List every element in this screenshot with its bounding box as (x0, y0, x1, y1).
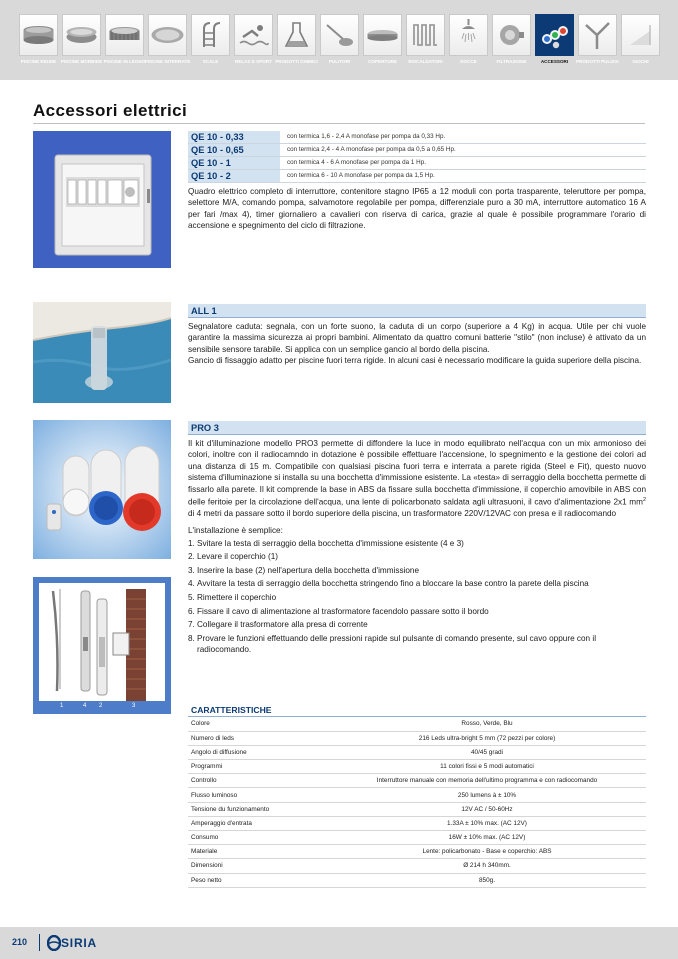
table-row (188, 845, 646, 859)
all1-description: Segnalatore caduta: segnala, con un forte suono, la caduta di un corpo (superiore a 4 Kg) in acqua. Utile per chi vuole garantire la massima sicurezza ai propri bambini. Alimentato da quattro comuni batterie "stilo" (non incluse) è attivato da un sensibile sensore tarabile. Si applica con un semplice gancio al bordo della piscina. (188, 322, 646, 354)
qe-section (188, 131, 646, 232)
tab-prodotti-chimici[interactable] (276, 14, 317, 74)
qe-row (188, 170, 646, 183)
tab-piscine-morbide[interactable] (61, 14, 102, 74)
all1-heading: ALL 1 (188, 304, 646, 318)
tab-label: ACCESSORI (540, 59, 569, 64)
swimmer-icon (235, 15, 272, 55)
heater-icon (407, 15, 444, 55)
qe-row (188, 157, 646, 170)
pro3-heading: PRO 3 (188, 421, 646, 435)
page-title: Accessori elettrici (33, 101, 188, 120)
spec-value: 850g. (338, 873, 646, 887)
spec-key: Peso netto (188, 873, 338, 887)
pro3-description: Il kit d'illuminazione modello PRO3 permette di diffondere la luce in modo equilibrato nell'acqua con un mix armonioso dei colori, inoltre con il radiocamndo in dotazione è possibile effettuare l'accensione, lo spegnimento e la gestione dei colori ad una distanza di 15 m. Compatibile con qualsiasi piscina fuori terra e interrata a parete rigida (Steel e Fit), questo nuovo sistema d'illuminazione si installa su una bocchetta d'immissione esistente. La «testa» di serraggio della bocchetta permette di fissarlo alla parete. Il kit comprende la base in ABS da fissare sulla bocchetta d'immissione, il coperchio amovibile in ABS con delle feritoie per la circolazione dell'acqua, una lente di policarbonato saldata agli ultrasuoni, il cavo d'alimentazione 2x1 $mm^2$ di 4 metri da passare sotto il bordo superiore della piscina, un trasformatore 220V/12VAC con presa e il radiocomando (188, 439, 646, 519)
table-row (188, 859, 646, 873)
spec-key: Colore (188, 717, 338, 731)
tab-label: RISCALDATORI (408, 59, 443, 64)
cleaning-icon (579, 15, 616, 55)
spec-value: Ø 214 h 340mm. (338, 859, 646, 873)
table-row (188, 788, 646, 802)
footer-divider (39, 934, 40, 951)
spec-value: 11 colori fissi e 5 modi automatici (338, 760, 646, 774)
tab-piscine-legno[interactable] (104, 14, 145, 74)
specs-heading: CARATTERISTICHE (188, 704, 646, 717)
list-item: 7. Collegare il trasformatore alla presa di corrente (188, 620, 368, 630)
table-row (188, 802, 646, 816)
spec-value: 16W ± 10% max. (AC 12V) (338, 831, 646, 845)
qe-desc: con termica 6 - 10 A monofase per pompa da 1,5 Hp. (287, 172, 435, 179)
inground-pool-icon (149, 15, 186, 55)
list-item: 4. Avvitare la testa di serraggio della bocchetta stringendo fino a bloccare la base contro la parete della piscina (188, 579, 589, 589)
spec-value: 1.33A ± 10% max. (AC 12V) (338, 816, 646, 830)
installation-diagram (33, 577, 171, 714)
spec-value: Rosso, Verde, Blu (338, 717, 646, 731)
list-item: 6. Fissare il cavo di alimentazione al trasformatore facendolo passare sotto il bordo (188, 606, 489, 616)
tab-label: DOCCE (460, 59, 477, 64)
spec-key: Tensione du funzionamento (188, 802, 338, 816)
pool-cleaner-icon (321, 15, 358, 55)
diagram-label-4: 4 (83, 703, 87, 709)
spec-value: Lente: policarbonato - Base e coperchio: ABS (338, 845, 646, 859)
qe-row (188, 144, 646, 157)
category-nav (0, 0, 678, 80)
table-row (188, 873, 646, 887)
qe-description: Quadro elettrico completo di interruttore, contenitore stagno IP65 a 12 moduli con porta trasparente, teleruttore per pompa, selettore M/A, comando pompa, salvamotore regolabile per pompa, differenziale puro a 30 mA, interruttore automatico 16 A per fari /max 4), timer giornaliero a cavalieri con riserva di carica, grazie al quale è possibile programmare l'orario di accensione e spegnimento del ciclo di filtrazione. (188, 187, 646, 231)
spec-key: Dimensioni (188, 859, 338, 873)
games-icon (622, 15, 659, 55)
specs-section (188, 704, 646, 888)
qe-code: QE 10 - 0,65 (188, 144, 280, 156)
tab-accessori[interactable] (534, 14, 575, 74)
table-row (188, 831, 646, 845)
tab-label: PISCINE IN LEGNO (103, 59, 146, 64)
electrical-panel-photo (33, 131, 171, 268)
soft-pool-icon (63, 15, 100, 55)
tab-riscaldatori[interactable] (405, 14, 446, 74)
tab-label: PULITORI (328, 59, 351, 64)
list-item: 5. Rimettere il coperchio (188, 592, 277, 602)
accessories-icon (536, 15, 573, 55)
specs-table (188, 717, 646, 888)
brand-logo (47, 935, 98, 951)
all1-hook-note: Gancio di fissaggio adatto per piscine fuori terra rigide. In alcuni casi è necessario modificare la guida superiore della piscina. (188, 356, 642, 366)
qe-desc: con termica 2,4 - 4 A monofase per pompa da 0,5 a 0,65 Hp. (287, 146, 456, 153)
tab-label: PISCINE RIGIDE (20, 59, 57, 64)
page-footer (0, 927, 678, 959)
spec-value: Interruttore manuale con memoria dell'ultimo programma e con radiocomando (338, 774, 646, 788)
qe-desc: con termica 4 - 6 A monofase per pompa da 1 Hp. (287, 159, 426, 166)
tab-pulitori[interactable] (319, 14, 360, 74)
spec-value: 250 lumens à ± 10% (338, 788, 646, 802)
tab-relax-sport[interactable] (233, 14, 274, 74)
tab-prodotti-pulizia[interactable] (577, 14, 618, 74)
tab-piscine-interrate[interactable] (144, 14, 191, 74)
diagram-label-2: 2 (99, 703, 103, 709)
tab-coperture[interactable] (362, 14, 403, 74)
table-row (188, 717, 646, 731)
flask-icon (278, 15, 315, 55)
install-title: L'installazione è semplice: (188, 525, 283, 535)
brand-mark-icon (47, 935, 61, 951)
qe-desc: con termica 1,6 - 2,4 A monofase per pompa da 0,33 Hp. (287, 133, 446, 140)
spec-key: Programmi (188, 760, 338, 774)
page-number: 210 (12, 937, 28, 947)
all1-section (188, 304, 646, 367)
pro3-lights-photo (33, 420, 171, 559)
ladder-icon (192, 15, 229, 55)
tab-label: PRODOTTI PULIZIA (576, 59, 619, 64)
install-steps (188, 537, 646, 656)
spec-key: Consumo (188, 831, 338, 845)
tab-label: FILTRAZIONE (496, 59, 527, 64)
title-divider (33, 123, 645, 124)
shower-icon (450, 15, 487, 55)
diagram-label-1: 1 (60, 703, 64, 709)
tab-docce[interactable] (448, 14, 489, 74)
spec-value: 216 Leds ultra-bright 5 mm (72 pezzi per colore) (338, 731, 646, 745)
diagram-label-3: 3 (132, 703, 136, 709)
qe-code: QE 10 - 1 (188, 157, 280, 169)
list-item: 1. Svitare la testa di serraggio della bocchetta d'immissione esistente (4 e 3) (188, 538, 464, 548)
spec-value: 40/45 gradi (338, 745, 646, 759)
tab-filtrazione[interactable] (491, 14, 532, 74)
table-row (188, 731, 646, 745)
tab-label: PRODOTTI CHIMICI (275, 59, 318, 64)
list-item: 3. Inserire la base (2) nell'apertura della bocchetta d'immissione (188, 565, 420, 575)
qe-code: QE 10 - 0,33 (188, 131, 280, 143)
list-item: 8. Provare le funzioni effettuando delle pressioni rapide sul pulsante di comando presente, sul cavo oppure con il radiocomando. (188, 633, 597, 655)
spec-value: 12V AC / 50-60Hz (338, 802, 646, 816)
spec-key: Angolo di diffusione (188, 745, 338, 759)
rigid-pool-icon (20, 15, 57, 55)
tab-label: GIOCHI (632, 59, 649, 64)
tab-label: RELAX E SPORT (234, 59, 272, 64)
table-row (188, 760, 646, 774)
table-row (188, 816, 646, 830)
list-item: 2. Levare il coperchio (1) (188, 552, 279, 562)
spec-key: Numero di leds (188, 731, 338, 745)
spec-key: Controllo (188, 774, 338, 788)
tab-piscine-rigide[interactable] (18, 14, 59, 74)
pool-alarm-photo (33, 302, 171, 403)
wood-pool-icon (106, 15, 143, 55)
brand-name: SIRIA (61, 936, 98, 950)
spec-key: Materiale (188, 845, 338, 859)
pro3-section (188, 421, 646, 656)
table-row (188, 745, 646, 759)
filter-icon (493, 15, 530, 55)
tab-label: PISCINE INTERRATE (144, 59, 191, 64)
tab-scale[interactable] (190, 14, 231, 74)
cover-icon (364, 15, 401, 55)
tab-label: SCALE (202, 59, 219, 64)
tab-label: PISCINE MORBIDE (60, 59, 103, 64)
qe-code: QE 10 - 2 (188, 170, 280, 182)
tab-label: COPERTURE (368, 59, 397, 64)
spec-key: Amperaggio d'entrata (188, 816, 338, 830)
table-row (188, 774, 646, 788)
spec-key: Flusso luminoso (188, 788, 338, 802)
tab-giochi[interactable] (620, 14, 661, 74)
qe-row (188, 131, 646, 144)
